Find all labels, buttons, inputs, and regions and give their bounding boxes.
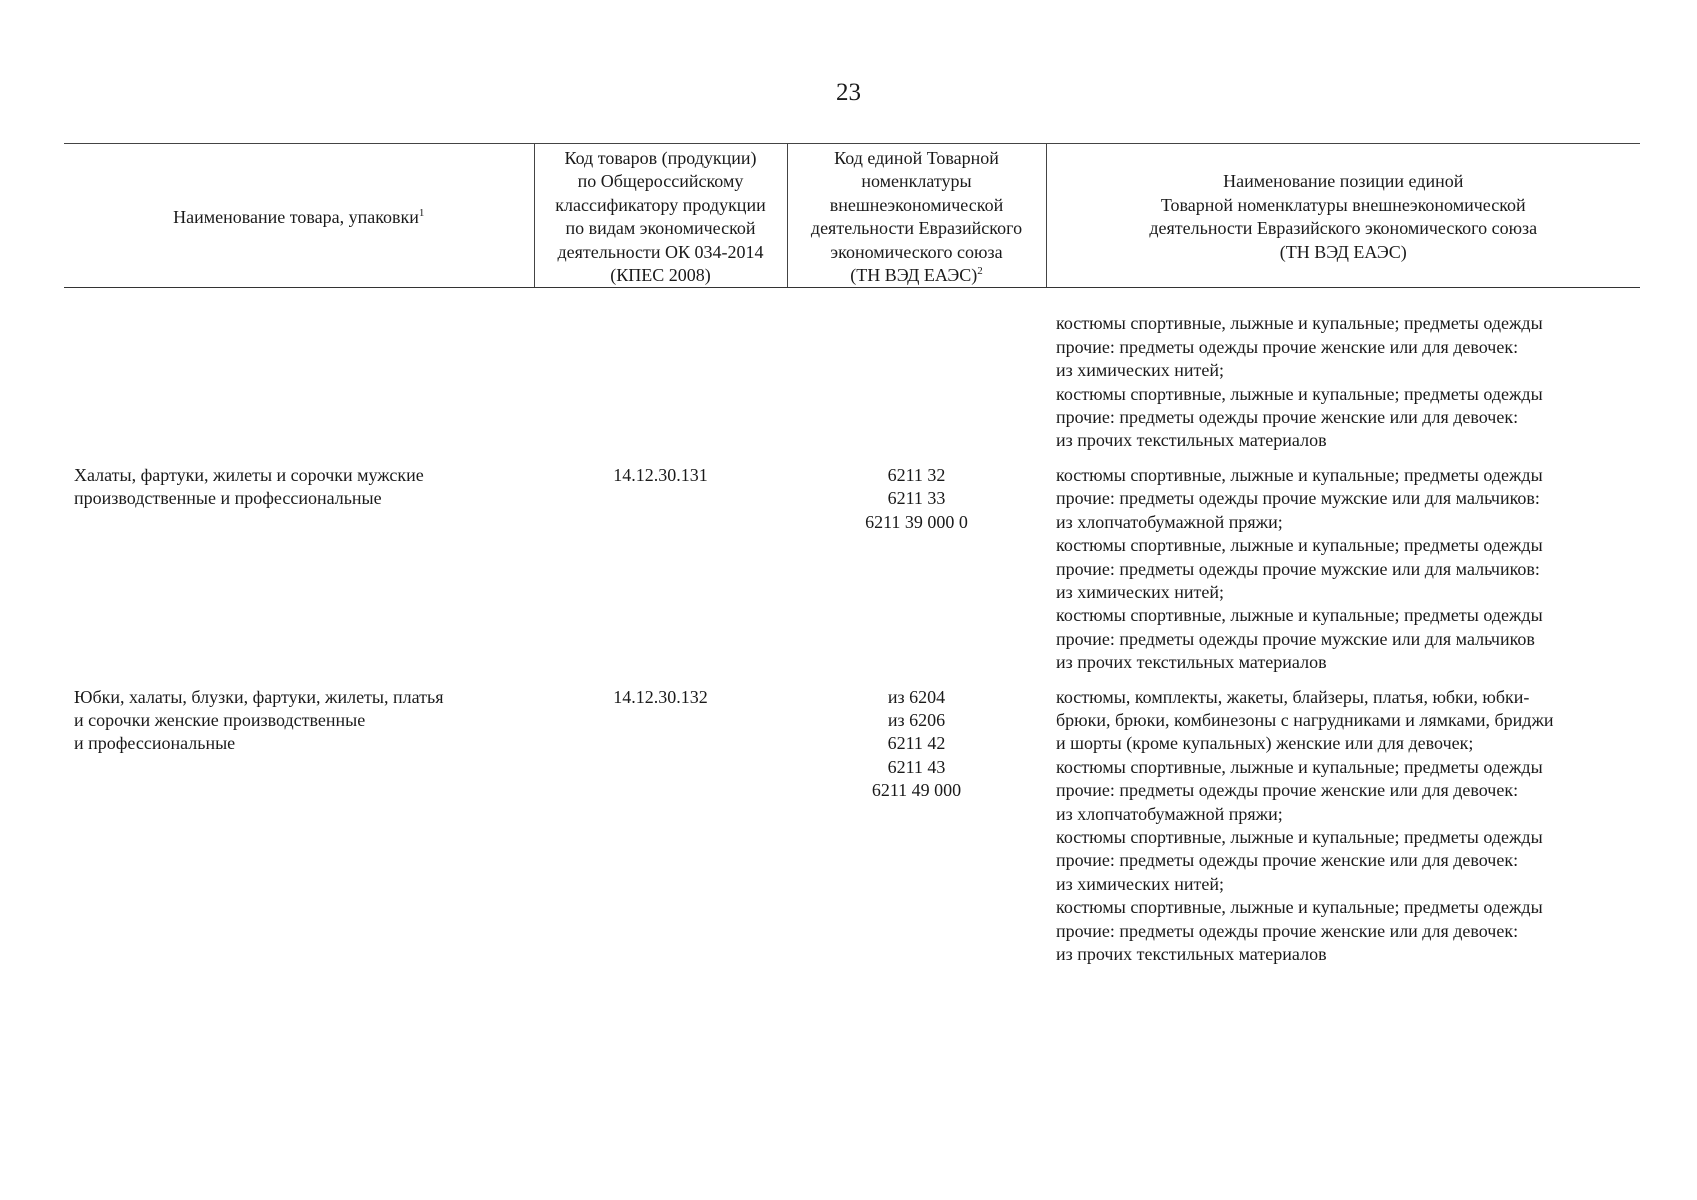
tnved-description-cell-line: прочие: предметы одежды прочие женские или для девочек: [1056, 336, 1519, 357]
table-row [64, 686, 1640, 978]
tnved-code-cell-line: из 6204 [887, 686, 946, 707]
header-line [541, 264, 781, 287]
table-row [64, 464, 1640, 686]
footnote-mark-2: 2 [977, 265, 983, 278]
tnved-description-cell-line: прочие: предметы одежды прочие женские или для девочек: [1056, 920, 1519, 941]
tnved-code-cell-line: 6211 39 000 0 [865, 511, 968, 532]
product-name-cell-line: производственные и профессиональные [74, 488, 382, 509]
product-name-cell [64, 288, 534, 464]
okpd-code-cell [534, 288, 787, 464]
tnved-description-cell [1046, 464, 1640, 686]
product-name-cell-line: и сорочки женские производственные [74, 709, 366, 730]
tnved-description-cell-line: прочие: предметы одежды прочие мужские или для мальчиков: [1056, 488, 1540, 509]
header-line-text: экономического союза [830, 241, 1003, 262]
header-line [1053, 241, 1635, 264]
footnote-mark-1: 1 [418, 206, 425, 219]
header-line [794, 217, 1040, 240]
header-line-text: по видам экономической [565, 218, 756, 239]
tnved-code-cell-line: 6211 32 [887, 464, 946, 485]
header-tnved-code [787, 144, 1046, 288]
header-line-text: Наименование позиции единой [1223, 171, 1464, 192]
header-line-text: деятельности Евразийского [810, 218, 1023, 239]
tnved-description-cell-line: и шорты (кроме купальных) женские или для девочек; [1056, 733, 1474, 754]
header-line-text: внешнеэкономической [829, 194, 1004, 215]
header-line-text: деятельности Евразийского экономического союза [1149, 218, 1538, 239]
header-line [794, 147, 1040, 170]
tnved-code-cell-line: 6211 42 [887, 733, 946, 754]
header-line [794, 194, 1040, 217]
header-product-name [64, 144, 534, 288]
header-line [541, 147, 781, 170]
header-line-text: по Общероссийскому [577, 171, 744, 192]
tnved-description-cell-line: из химических нитей; [1056, 873, 1225, 894]
tnved-description-cell-line: костюмы спортивные, лыжные и купальные; предметы одежды [1056, 383, 1543, 404]
tnved-description-cell-line: из хлопчатобумажной пряжи; [1056, 803, 1283, 824]
tnved-code-cell-line: 6211 49 000 [871, 780, 962, 801]
tnved-description-cell-line: из прочих текстильных материалов [1056, 430, 1327, 451]
product-name-cell [64, 464, 534, 686]
tnved-code-cell-line: из 6206 [887, 709, 946, 730]
page-number: 23 [836, 79, 861, 106]
tnved-description-cell-line: костюмы, комплекты, жакеты, блайзеры, платья, юбки, юбки- [1056, 686, 1530, 707]
header-line [1053, 194, 1635, 217]
header-line [794, 264, 1040, 287]
header-line-text: (КПЕС 2008) [610, 265, 711, 286]
goods-table [64, 143, 1640, 977]
header-line-text: классификатору продукции [555, 194, 766, 215]
header-line [794, 241, 1040, 264]
tnved-code-cell [787, 288, 1046, 464]
okpd-code-cell: 14.12.30.132 [613, 686, 708, 707]
product-name-cell-line: Юбки, халаты, блузки, фартуки, жилеты, платья [74, 686, 444, 707]
tnved-description-cell-line: прочие: предметы одежды прочие мужские или для мальчиков [1056, 628, 1535, 649]
tnved-code-cell [787, 686, 1046, 978]
header-line [541, 241, 781, 264]
tnved-description-cell-line: костюмы спортивные, лыжные и купальные; предметы одежды [1056, 313, 1543, 334]
tnved-description-cell-line: костюмы спортивные, лыжные и купальные; предметы одежды [1056, 535, 1543, 556]
tnved-description-cell-line: костюмы спортивные, лыжные и купальные; предметы одежды [1056, 826, 1543, 847]
tnved-description-cell-line: из прочих текстильных материалов [1056, 944, 1327, 964]
header-line-text: Код единой Товарной [834, 148, 999, 168]
header-line [794, 170, 1040, 193]
tnved-description-cell-line: из химических нитей; [1056, 360, 1225, 381]
header-line [541, 194, 781, 217]
table-header [64, 144, 1640, 288]
table-body [64, 288, 1640, 977]
tnved-description-cell-line: из химических нитей; [1056, 581, 1225, 602]
product-name-cell-line: Халаты, фартуки, жилеты и сорочки мужские [74, 464, 424, 485]
header-line-text: деятельности ОК 034-2014 [557, 241, 764, 262]
header-tnved-description [1046, 144, 1640, 288]
header-okpd-code [534, 144, 787, 288]
tnved-description-cell-line: из хлопчатобумажной пряжи; [1056, 511, 1283, 532]
header-line-text: номенклатуры [861, 171, 972, 192]
header-line-text: Товарной номенклатуры внешнеэкономической [1160, 194, 1526, 215]
tnved-code-cell-line: 6211 43 [887, 756, 946, 777]
product-name-cell-line: и профессиональные [74, 733, 236, 754]
okpd-code-cell: 14.12.30.131 [613, 464, 708, 485]
header-line-text: (ТН ВЭД ЕАЭС) [1279, 241, 1407, 262]
tnved-description-cell-line: костюмы спортивные, лыжные и купальные; предметы одежды [1056, 605, 1543, 626]
header-line-text: Код товаров (продукции) [564, 148, 757, 168]
tnved-description-cell [1046, 686, 1640, 978]
tnved-code-cell [787, 464, 1046, 686]
header-product-name-text: Наименование товара, упаковки [173, 206, 419, 227]
header-line [541, 217, 781, 240]
tnved-description-cell-line: костюмы спортивные, лыжные и купальные; предметы одежды [1056, 897, 1543, 918]
header-line [1053, 217, 1635, 240]
header-line [1053, 170, 1635, 193]
tnved-description-cell [1046, 288, 1640, 464]
tnved-description-cell-line: прочие: предметы одежды прочие мужские или для мальчиков: [1056, 558, 1540, 579]
header-line [541, 170, 781, 193]
tnved-description-cell-line: костюмы спортивные, лыжные и купальные; предметы одежды [1056, 464, 1543, 485]
tnved-description-cell-line: брюки, брюки, комбинезоны с нагрудниками и лямками, бриджи [1056, 709, 1554, 730]
tnved-description-cell-line: костюмы спортивные, лыжные и купальные; предметы одежды [1056, 756, 1543, 777]
tnved-description-cell-line: прочие: предметы одежды прочие женские или для девочек: [1056, 850, 1519, 871]
tnved-description-cell-line: из прочих текстильных материалов [1056, 652, 1327, 673]
tnved-description-cell-line: прочие: предметы одежды прочие женские или для девочек: [1056, 407, 1519, 428]
product-name-cell [64, 686, 534, 978]
header-line-text: (ТН ВЭД ЕАЭС) [850, 265, 978, 286]
tnved-description-cell-line: прочие: предметы одежды прочие женские или для девочек: [1056, 780, 1519, 801]
table-row [64, 288, 1640, 464]
tnved-code-cell-line: 6211 33 [887, 488, 946, 509]
